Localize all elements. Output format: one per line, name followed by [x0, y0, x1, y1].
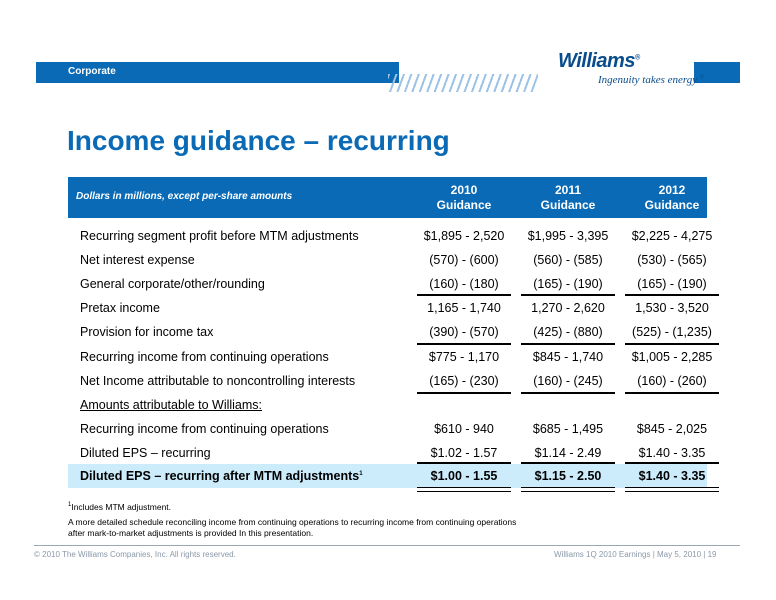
cell-value: $1.40 - 3.35: [638, 469, 706, 483]
footer-event: Williams 1Q 2010 Earnings | May 5, 2010 | 19: [554, 550, 717, 559]
cell-value: $610 - 940: [434, 422, 494, 436]
table-row: [68, 248, 707, 272]
footer-divider: [34, 545, 740, 546]
cell-value: (165) - (230): [429, 374, 499, 388]
table-row: [68, 393, 707, 417]
cell-value: (390) - (570): [429, 325, 499, 339]
cell-value: (165) - (190): [533, 277, 603, 291]
table-row: [68, 224, 713, 248]
column-header-2011: 2011 Guidance: [540, 183, 596, 212]
row-label: Recurring income from continuing operations: [80, 350, 329, 364]
row-label: Provision for income tax: [80, 325, 214, 339]
cell-value: 1,270 - 2,620: [531, 301, 605, 315]
cell-value: $845 - 2,025: [636, 422, 708, 436]
cell-value: (165) - (190): [637, 277, 707, 291]
cell-value: $1.00 - 1.55: [430, 469, 498, 483]
page-number: 19: [707, 550, 717, 559]
header-hatch-decoration: [388, 74, 538, 92]
row-label: Net interest expense: [80, 253, 195, 267]
cell-value: $775 - 1,170: [428, 350, 500, 364]
highlighted-row: [68, 464, 707, 488]
row-label: Pretax income: [80, 301, 160, 315]
cell-value: $685 - 1,495: [532, 422, 604, 436]
total-double-rule: [625, 487, 719, 492]
note-line-1: A more detailed schedule reconciling income from continuing operations to recurring income from continuing operations: [68, 517, 517, 527]
table-header: [68, 177, 707, 218]
cell-value: 1,165 - 1,740: [427, 301, 501, 315]
logo-name: Williams: [558, 50, 635, 72]
cell-value: $1.15 - 2.50: [534, 469, 602, 483]
total-double-rule: [417, 487, 511, 492]
row-label: General corporate/other/rounding: [80, 277, 265, 291]
logo-tagline-mark: ®: [699, 74, 704, 81]
table-row: [68, 296, 707, 320]
cell-value: $1.14 - 2.49: [534, 446, 602, 460]
row-label: Diluted EPS – recurring after MTM adjustments: [80, 469, 360, 483]
table-row: [68, 320, 712, 344]
cell-value: (160) - (245): [533, 374, 603, 388]
unit-label: Dollars in millions, except per-share amounts: [76, 191, 293, 202]
section-label: Corporate: [68, 66, 116, 77]
copyright: © 2010 The Williams Companies, Inc. All rights reserved.: [34, 550, 236, 559]
row-label: Recurring income from continuing operations: [80, 422, 329, 436]
cell-value: (560) - (585): [533, 253, 603, 267]
cell-value: (530) - (565): [637, 253, 707, 267]
cell-value: (570) - (600): [429, 253, 499, 267]
cell-value: $1,995 - 3,395: [527, 229, 609, 243]
note-line-2: after mark-to-market adjustments is provided In this presentation.: [68, 528, 314, 538]
cell-value: (160) - (180): [429, 277, 499, 291]
row-label: Recurring segment profit before MTM adjustments: [80, 229, 359, 243]
page-title: Income guidance – recurring: [67, 125, 450, 156]
cell-value: (160) - (260): [637, 374, 707, 388]
total-double-rule: [521, 487, 615, 492]
table-row: [68, 417, 707, 441]
table-row: [68, 345, 713, 369]
cell-value: $1,895 - 2,520: [423, 229, 505, 243]
footnote-ref: 1: [359, 470, 363, 477]
table-row: [68, 369, 707, 393]
cell-value: $1,005 - 2,285: [631, 350, 713, 364]
cell-value: (425) - (880): [533, 325, 603, 339]
cell-value: $1.40 - 3.35: [638, 446, 706, 460]
row-label: Diluted EPS – recurring: [80, 446, 211, 460]
column-header-2010: 2010 Guidance: [436, 183, 492, 212]
footnote: $^1$Includes MTM adjustment.: [68, 501, 172, 512]
table-row: [68, 272, 707, 296]
row-label: Net Income attributable to noncontrolling interests: [80, 374, 356, 388]
cell-value: $845 - 1,740: [532, 350, 604, 364]
logo-tagline: Ingenuity takes energy.: [598, 74, 700, 86]
williams-logo: [556, 50, 704, 94]
column-header-2012: 2012 Guidance: [644, 183, 700, 212]
cell-value: $1.02 - 1.57: [430, 446, 498, 460]
cell-value: $2,225 - 4,275: [631, 229, 713, 243]
cell-value: 1,530 - 3,520: [635, 301, 709, 315]
row-label: Amounts attributable to Williams:: [80, 398, 263, 412]
cell-value: (525) - (1,235): [632, 325, 712, 339]
logo-reg-mark: ®: [634, 54, 640, 62]
